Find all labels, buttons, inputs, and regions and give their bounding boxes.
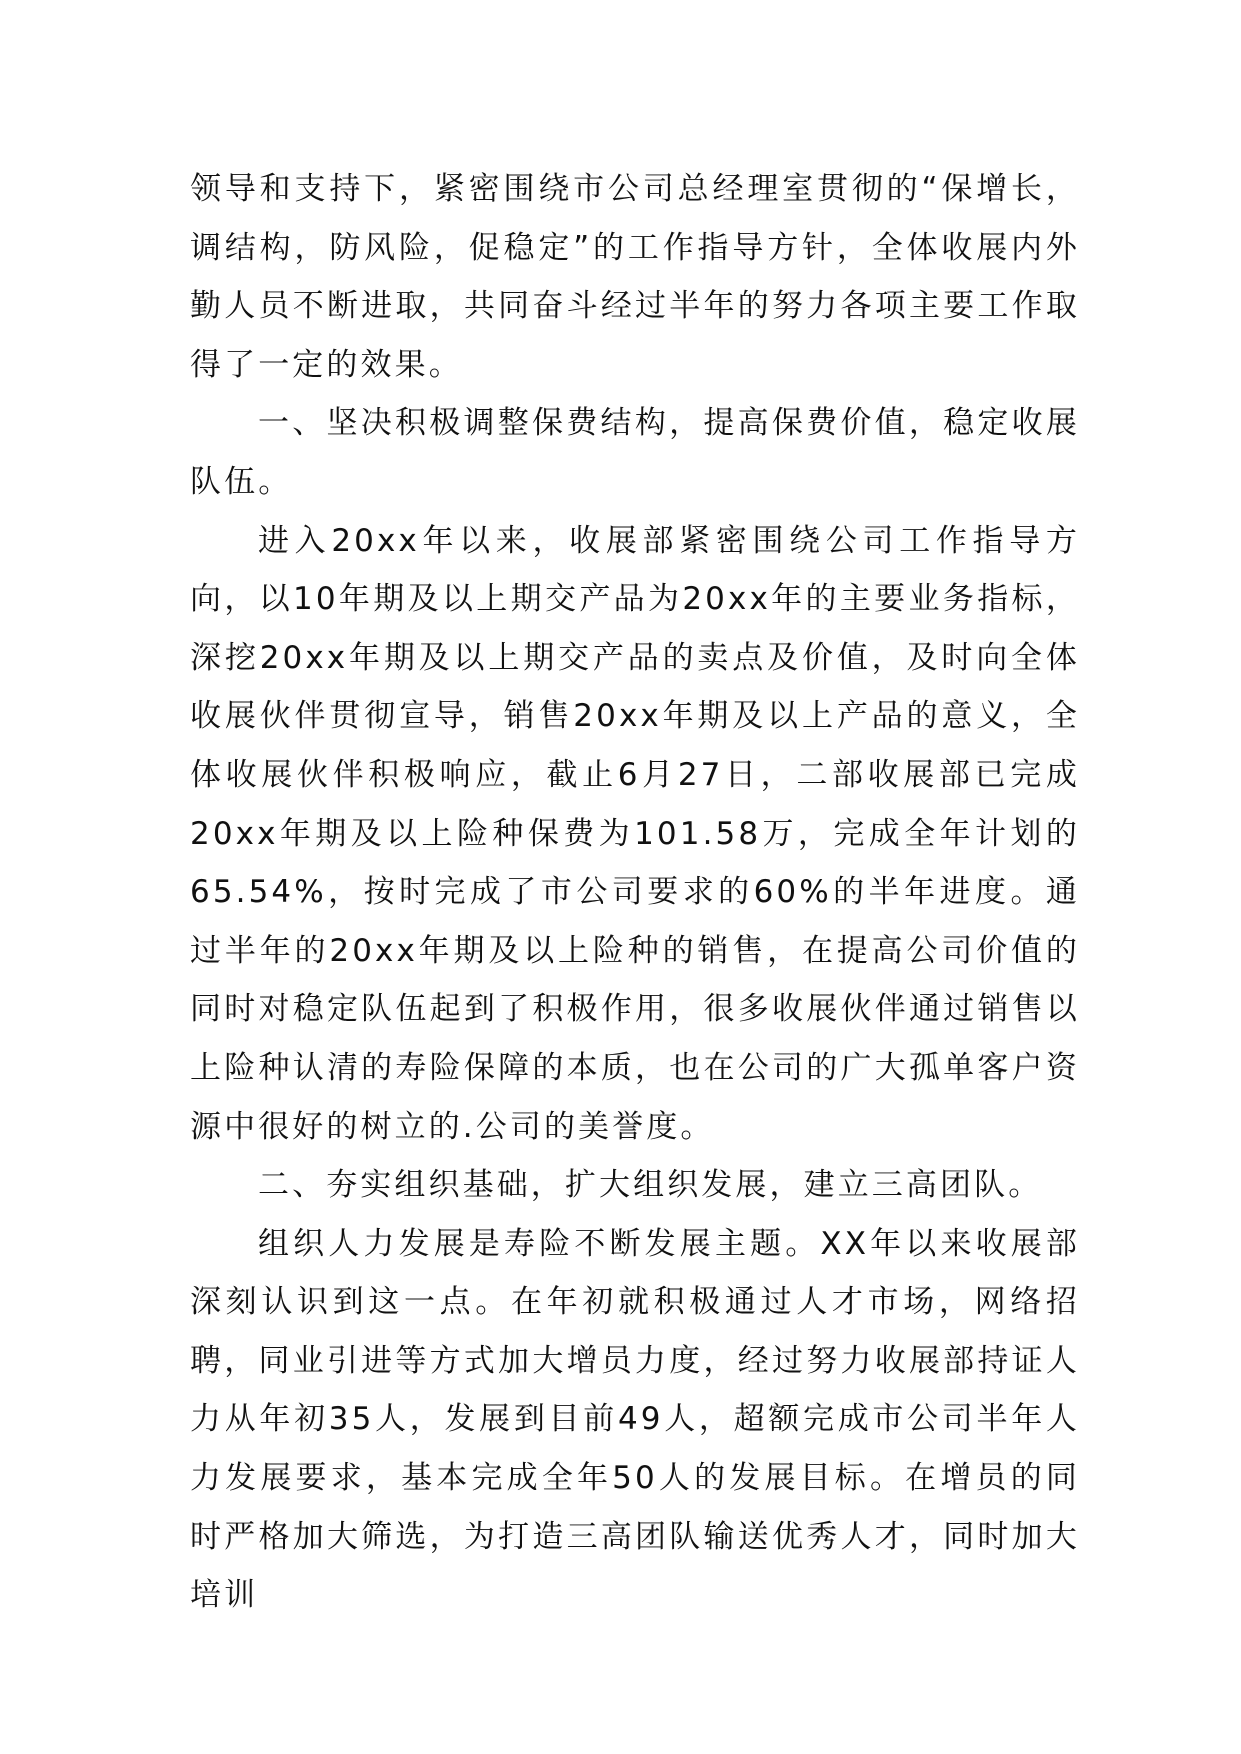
paragraph-organization-development: 组织人力发展是寿险不断发展主题。XX年以来收展部深刻认识到这一点。在年初就积极通过人才市场，网络招聘，同业引进等方式加大增员力度，经过努力收展部持证人力从年初35人，发展到目前49人，超额完成市公司半年人力发展要求，基本完成全年50人的发展目标。在增员的同时严格加大筛选，为打造三高团队输送优秀人才，同时加大培训 [190, 1225, 1080, 1614]
paragraph-premium-structure: 进入20xx年以来，收展部紧密围绕公司工作指导方向，以10年期及以上期交产品为20xx年的主要业务指标，深挖20xx年期及以上期交产品的卖点及价值，及时向全体收展伙伴贯彻宣导，销售20xx年期及以上产品的意义，全体收展伙伴积极响应，截止6月27日，二部收展部已完成20xx年期及以上险种保费为101.58万，完成全年计划的65.54%，按时完成了市公司要求的60%的半年进度。通过半年的20xx年期及以上险种的销售，在提高公司价值的同时对稳定队伍起到了积极作用，很多收展伙伴通过销售以上险种认清的寿险保障的本质，也在公司的广大孤单客户资源中很好的树立的.公司的美誉度。 [190, 522, 1080, 1145]
document-body [190, 160, 1080, 1625]
section-heading-1: 一、坚决积极调整保费结构，提高保费价值，稳定收展队伍。 [190, 405, 1080, 500]
paragraph-intro-continued: 领导和支持下，紧密围绕市公司总经理室贯彻的“保增长，调结构，防风险，促稳定”的工作指导方针，全体收展内外勤人员不断进取，共同奋斗经过半年的努力各项主要工作取得了一定的效果。 [190, 171, 1080, 383]
section-heading-2: 二、夯实组织基础，扩大组织发展，建立三高团队。 [258, 1167, 1043, 1204]
